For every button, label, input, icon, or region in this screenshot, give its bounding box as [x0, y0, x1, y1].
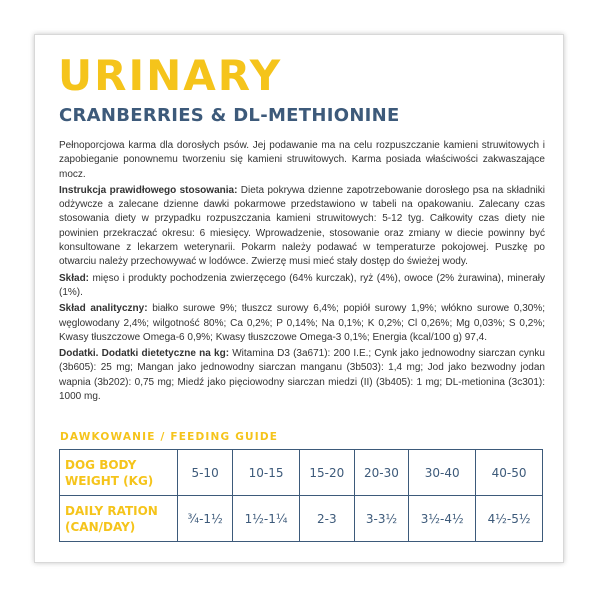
- ration-cell: 3-3½: [354, 496, 409, 542]
- additives-paragraph: [59, 347, 545, 404]
- ration-row-header: [60, 496, 178, 542]
- ration-cell: 2-3: [300, 496, 355, 542]
- composition-paragraph: [59, 272, 545, 301]
- feeding-guide-table: [59, 449, 543, 542]
- paragraph-lead: Dodatki. Dodatki dietetyczne na kg:: [59, 348, 230, 360]
- ration-cell: 1½-1¼: [233, 496, 300, 542]
- weight-label-line2: WEIGHT (KG): [65, 473, 154, 488]
- paragraph-text: Pełnoporcjowa karma dla dorosłych psów. Jej podawanie ma na celu rozpuszczanie kamieni struwitowych i zapobieganie ponownemu tworzeniu się kamieni struwitowych. Karma posiada właściwości zakwaszające mocz.: [59, 140, 545, 180]
- weight-cell: 40-50: [476, 450, 543, 496]
- table-row-ration: [60, 496, 543, 542]
- weight-cell: 30-40: [409, 450, 476, 496]
- weight-row-header: [60, 450, 178, 496]
- product-subtitle: CRANBERRIES & DL-METHIONINE: [59, 105, 400, 126]
- paragraph-lead: Skład analityczny:: [59, 303, 148, 315]
- table-row-weight: [60, 450, 543, 496]
- product-label-card: [34, 34, 564, 563]
- paragraph-text: Dieta pokrywa dzienne zapotrzebowanie dorosłego psa na składniki odżywcze a zalecane dzienne dawki pokarmowe przedstawiono w tabeli na opakowaniu. Zalecany czas stosowania diety w przypadku rozpuszczania kamieni struwitowych: 5-12 tyg. Całkowity czas diety nie powinien przekraczać okresu: 6 miesięcy. Wprowadzenie, stosowanie oraz zmiany w diecie powinny być konsultowane z lekarzem weterynarii. Pokarm należy podawać w temperaturze pokojowej. Puszkę po otwarciu należy przechowywać w lodówce. Zwierzę musi mieć stały dostęp do świeżej wody.: [59, 184, 545, 268]
- paragraph-lead: Skład:: [59, 272, 90, 284]
- weight-label-line1: DOG BODY: [65, 457, 137, 472]
- weight-cell: 5-10: [178, 450, 233, 496]
- paragraph-lead: Instrukcja prawidłowego stosowania:: [59, 184, 238, 196]
- paragraph-text: mięso i produkty pochodzenia zwierzęcego (64% kurczak), ryż (4%), owoce (2% żurawina), minerały (1%).: [59, 272, 545, 298]
- weight-cell: 15-20: [300, 450, 355, 496]
- analytical-constituents-paragraph: [59, 302, 545, 345]
- paragraph-text: Witamina D3 (3a671): 200 I.E.; Cynk jako jednowodny siarczan cynku (3b605): 25 mg; Mangan jako jednowodny siarczan manganu (3b503): 1,4 mg; Jod jako bezwodny jodan wapnia (3b202): 0,75 mg; Miedź jako pięciowodny siarczan miedzi (II) (3b405): 1 mg; DL-metionina (3c301): 1000 mg.: [59, 348, 545, 403]
- paragraph-text: białko surowe 9%; tłuszcz surowy 6,4%; popiół surowy 1,9%; włókno surowe 0,30%; węglowodany 2,4%; wilgotność 80%; Ca 0,2%; P 0,14%; Na 0,1%; K 0,2%; Cl 0,26%; Mg 0,03%; S 0,2%; Kwasy tłuszczowe Omega-6 0,9%; Kwasy tłuszczowe Omega-3 0,1%; Energia (kcal/100 g) 97,4.: [59, 303, 545, 343]
- ration-cell: ¾-1½: [178, 496, 233, 542]
- feeding-guide-heading: DAWKOWANIE / FEEDING GUIDE: [60, 431, 279, 443]
- ration-cell: 4½-5½: [476, 496, 543, 542]
- weight-cell: 10-15: [233, 450, 300, 496]
- ration-label-line2: (CAN/DAY): [65, 519, 136, 534]
- usage-instructions-paragraph: [59, 184, 545, 270]
- ration-label-line1: DAILY RATION: [65, 503, 158, 518]
- product-title: URINARY: [58, 51, 283, 100]
- ration-cell: 3½-4½: [409, 496, 476, 542]
- weight-cell: 20-30: [354, 450, 409, 496]
- label-text-body: [59, 139, 545, 406]
- description-paragraph: [59, 139, 545, 182]
